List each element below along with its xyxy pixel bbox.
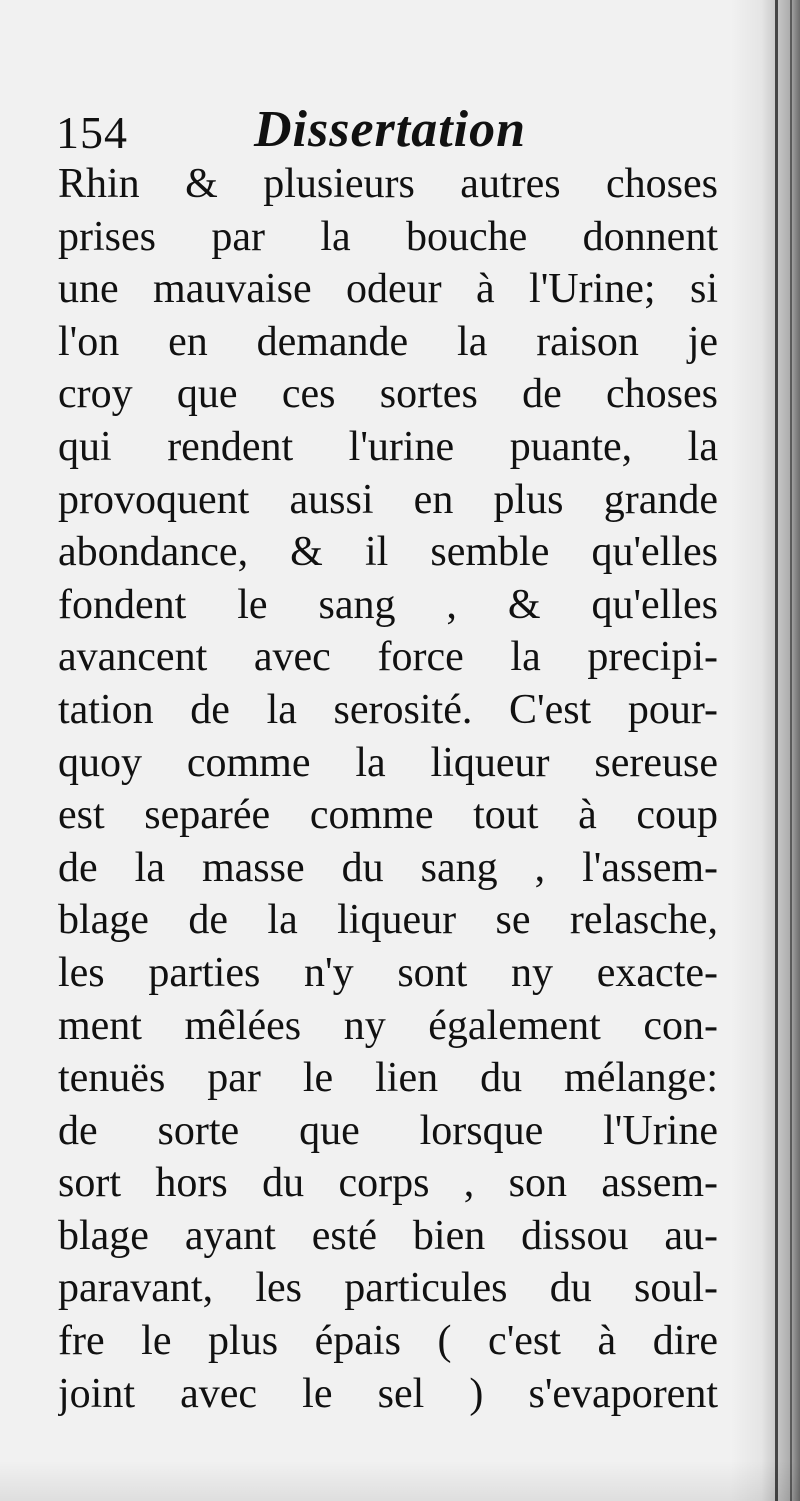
text-line: croy que ces sortes de choses	[58, 371, 718, 418]
text-line: sort hors du corps , son assem-	[58, 1160, 718, 1207]
text-line: quoy comme la liqueur sereuse	[58, 739, 718, 786]
text-line: tation de la serosité. C'est pour-	[58, 686, 718, 733]
text-line: ment mêlées ny également con-	[58, 1002, 718, 1049]
text-line: une mauvaise odeur à l'Urine; si	[58, 266, 718, 313]
text-line: qui rendent l'urine puante, la	[58, 423, 718, 470]
text-line: tenuës par le lien du mélange:	[58, 1055, 718, 1102]
body-text	[58, 158, 718, 1420]
text-line: blage de la liqueur se relasche,	[58, 897, 718, 944]
text-line: de la masse du sang , l'assem-	[58, 844, 718, 891]
running-title: Dissertation	[254, 101, 527, 158]
text-line: l'on en demande la raison je	[58, 318, 718, 365]
page-bottom-shade	[0, 1461, 800, 1501]
page-edge-line	[775, 0, 778, 1501]
page-edge-line-outer	[790, 0, 792, 1501]
text-line: fondent le sang , & qu'elles	[58, 581, 718, 628]
text-line: fre le plus épais ( c'est à dire	[58, 1318, 718, 1365]
text-line: les parties n'y sont ny exacte-	[58, 949, 718, 996]
text-line: avancent avec force la precipi-	[58, 634, 718, 681]
text-line: Rhin & plusieurs autres choses	[58, 161, 718, 207]
page-number: 154	[56, 107, 128, 158]
text-line: prises par la bouche donnent	[58, 213, 718, 260]
text-line: est separée comme tout à coup	[58, 792, 718, 839]
text-line: provoquent aussi en plus grande	[58, 476, 718, 523]
text-line: joint avec le sel ) s'evaporent	[58, 1370, 718, 1417]
text-line: blage ayant esté bien dissou au-	[58, 1212, 718, 1259]
text-line: de sorte que lorsque l'Urine	[58, 1107, 718, 1154]
text-line: paravant, les particules du soul-	[58, 1265, 718, 1312]
text-line: abondance, & il semble qu'elles	[58, 529, 718, 576]
